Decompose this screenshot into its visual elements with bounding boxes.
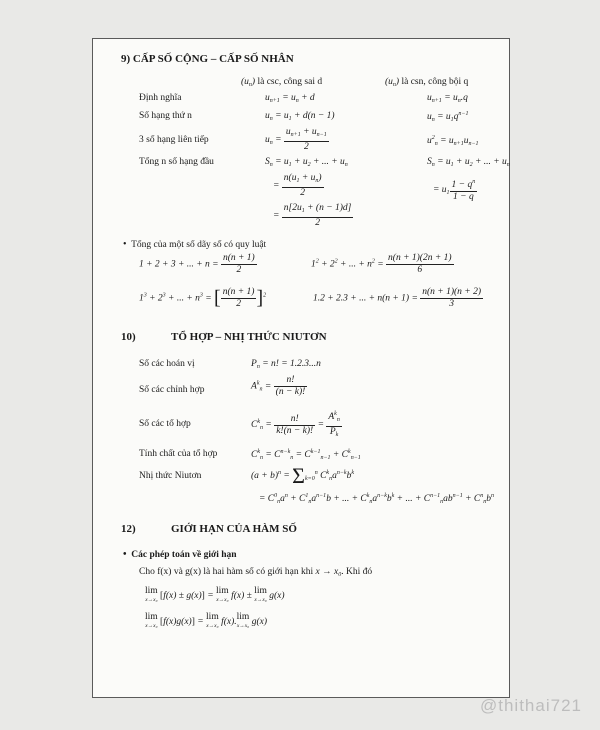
sum-of-cubes-formula: $1^3 + 2^3$ + ... + $n^3$ = [ $\frac{n(n + 1)}{2}$ ]$^2$	[139, 287, 267, 309]
csn-definition-formula: $u_{n+1} = u_n.q$	[427, 93, 468, 104]
csn-header: $(u_n)$ là csn, công bội q	[385, 77, 469, 88]
section-10-number: 10)	[121, 331, 136, 343]
sum-of-naturals-formula: 1 + 2 + 3 + ... + n = $\frac{n(n + 1)}{2}$	[139, 253, 255, 275]
combination-properties-formula: $C^k_n = C^{n-k}_n = C^{k-1}_{n-1} + C^k_{n-1}$	[251, 449, 361, 461]
binomial-theorem-label: Nhị thức Niutơn	[139, 471, 202, 481]
permutations-formula: $P_n = n$! = 1.2.3...n	[251, 359, 321, 370]
combinations-label: Số các tổ hợp	[139, 419, 191, 429]
csn-sum-formula-2: = $u_1$ $\frac{1 - q^n}{1 - q}$	[433, 179, 476, 202]
section-12-intro: Cho f(x) và g(x) là hai hàm số có giới hạn khi $x \to x_0$. Khi đó	[139, 567, 373, 578]
row-definition-label: Định nghĩa	[139, 93, 182, 103]
csc-nth-term-formula: $u_n = u_1 + d(n - 1)$	[265, 111, 335, 122]
limit-product-rule: lim x→x₀ [f(x)g(x)] = lim x→x₀ f(x).lim x→x₀ g(x)	[145, 612, 267, 629]
csc-sum-formula-1: $S_n = u_1 + u_2$ + ... + $u_n$	[265, 157, 348, 168]
combinations-formula: $C^k_n$ = $\frac{n!}{k!(n - k)!}$ = $\frac{A^k_n}{P_k}$	[251, 411, 340, 438]
sum-of-products-formula: 1.2 + 2.3 + ... + n(n + 1) = $\frac{n(n + 1)(n + 2)}{3}$	[313, 287, 481, 309]
row-nth-term-label: Số hạng thứ n	[139, 111, 192, 121]
csc-sum-formula-3: = $\frac{n[2u_1 + (n - 1)d]}{2}$	[273, 203, 352, 228]
binomial-expansion-formula: = $C^0_na^n + C^1_na^{n-1}b$ + ... + $C^k_na^{n-k}b^k$ + ... + $C^{n-1}_nab^{n-1} + C^n_nb^n$	[259, 493, 494, 505]
section-10-title: TỔ HỢP – NHỊ THỨC NIUTƠN	[171, 331, 327, 343]
csc-sum-formula-2: = $\frac{n(u_1 + u_n)}{2}$	[273, 173, 322, 198]
section-9-bullet: • Tổng của một số dãy số có quy luật	[123, 239, 267, 250]
document-page	[92, 38, 510, 698]
csc-three-terms-formula: $u_n$ = $\frac{u_{n+1} + u_{n-1}}{2}$	[265, 127, 327, 152]
csn-nth-term-formula: $u_n = u_1q^{n-1}$	[427, 111, 469, 123]
row-three-terms-label: 3 số hạng liên tiếp	[139, 135, 209, 145]
section-12-title: GIỚI HẠN CỦA HÀM SỐ	[171, 523, 297, 535]
arrangements-label: Số các chỉnh hợp	[139, 385, 205, 395]
csn-sum-formula-1: $S_n = u_1 + u_2$ + ... + $u_n$	[427, 157, 510, 168]
section-12-number: 12)	[121, 523, 136, 535]
watermark: @thithai721	[480, 696, 582, 715]
row-sum-label: Tổng n số hạng đầu	[139, 157, 214, 167]
sum-of-squares-formula: $1^2 + 2^2$ + ... + $n^2$ = $\frac{n(n + 1)(2n + 1)}{6}$	[311, 253, 452, 275]
binomial-sum-formula: $(a + b)^n = \Sigma_{k=0}^n$ $C^k_na^{n-k}b^k$	[251, 463, 354, 488]
section-12-bullet: • Các phép toán về giới hạn	[123, 549, 237, 560]
section-9-title: 9) CẤP SỐ CỘNG – CẤP SỐ NHÂN	[121, 53, 294, 65]
limit-sum-rule: lim x→x₀ [f(x) ± g(x)] = lim x→x₀ f(x) ± lim x→x₀ g(x)	[145, 586, 285, 603]
csn-three-terms-formula: $u^2_n = u_{n+1}u_{n-1}$	[427, 135, 479, 147]
arrangements-formula: $A^k_n$ = $\frac{n!}{(n - k)!}$	[251, 375, 306, 397]
combination-properties-label: Tính chất của tổ hợp	[139, 449, 218, 459]
permutations-label: Số các hoán vị	[139, 359, 195, 369]
csc-definition-formula: $u_{n+1} = u_n + d$	[265, 93, 315, 104]
csc-header: $(u_n)$ là csc, công sai d	[241, 77, 323, 88]
